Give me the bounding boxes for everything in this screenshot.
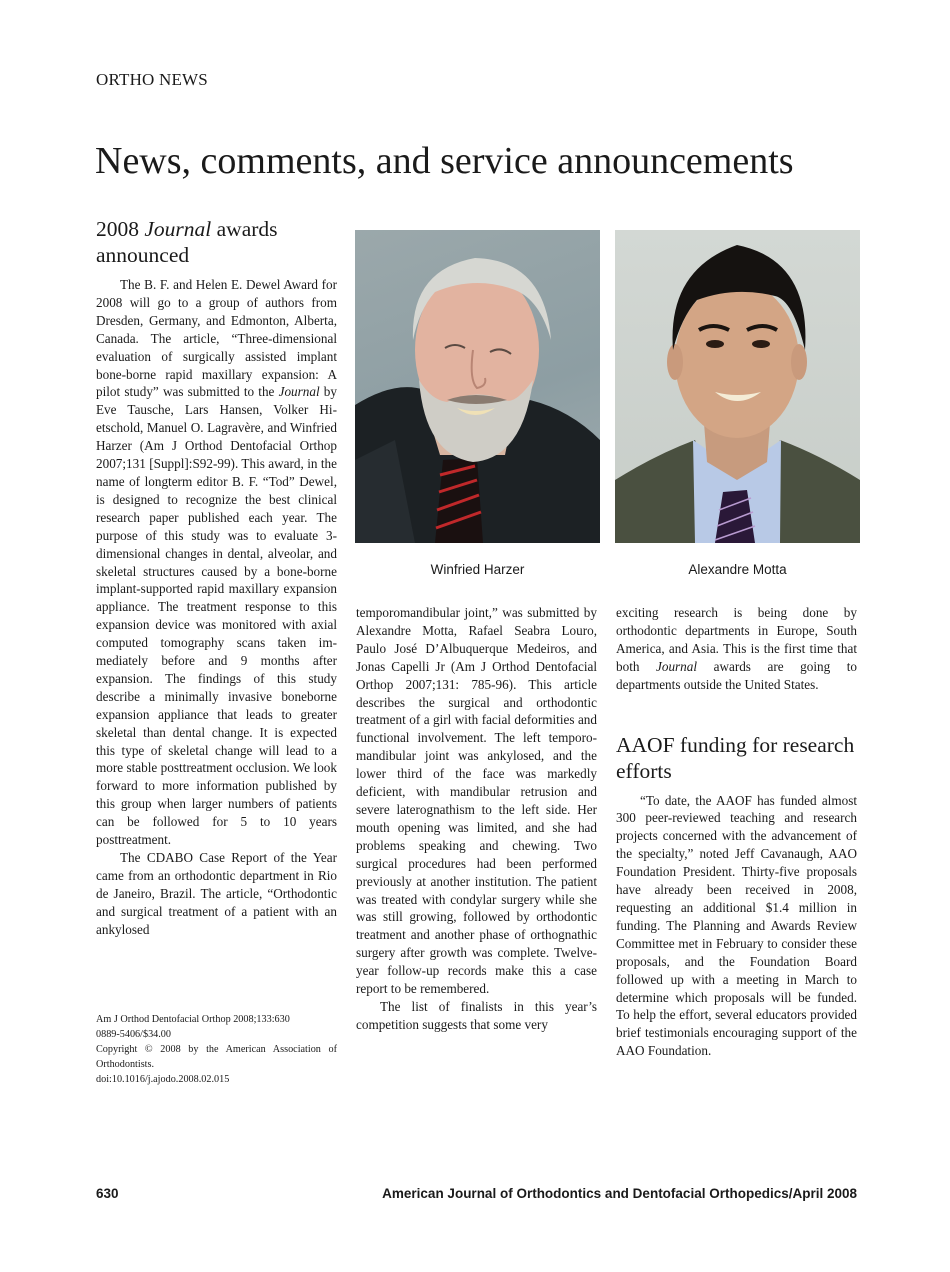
paragraph-text: The B. F. and Helen E. Dewel Award for 2008 will go to a group of authors from Dresden, Germany, and Edmonton, Alberta, Canada. The article, “Three-dimensional evaluation of surgically assisted implant bone-borne rapid maxillary expansion: A pilot study” was submitted to the: [96, 277, 337, 400]
column-3: [616, 604, 857, 1060]
paragraph-cdabo-report-continued: temporomandibular joint,” was submitted by Alexandre Motta, Rafael Seabra Louro, Paulo José D’Albuquerque Medeiros, and Jonas Capelli Jr (Am J Orthod Dentofacial Orthop 2007;131: 785-96). This article describes the surgical and orthodontic treatment of a girl with facial deformities and functional involvement. The left temporomandibular joint was ankylosed, and the lower third of the face was markedly deficient, with mandibular retrusion and severe laterognathism to the left side. Her mouth opening was limited, and she had problems speaking and chewing. Two surgical procedures had been performed previously at another institution. The patient was treated with condylar surgery while she was still growing, followed by orthodontic treatment and another phase of orthognathic surgery after growth was complete. Twelve-year follow-up records make this a case report to be remembered.: [356, 605, 597, 997]
heading-text: awards announced: [96, 217, 278, 267]
footnote-citation: Am J Orthod Dentofacial Orthop 2008;133:630: [96, 1014, 290, 1025]
heading-text: 2008: [96, 217, 145, 241]
portrait-icon: [355, 230, 600, 543]
heading-italic: Journal: [144, 217, 212, 241]
photo-caption-motta: Alexandre Motta: [688, 562, 787, 577]
footnote-issn: 0889-5406/$34.00: [96, 1029, 171, 1040]
journal-italic: Journal: [278, 384, 320, 400]
page-title: News, comments, and service announcements: [95, 140, 794, 182]
section-label: ORTHO NEWS: [96, 70, 208, 89]
column-1: [96, 216, 337, 939]
article-heading-aaof: AAOF funding for research efforts: [616, 732, 855, 783]
photo-caption-harzer: Winfried Harzer: [430, 562, 525, 577]
page-number: 630: [96, 1186, 119, 1201]
footnote-copyright: Copyright © 2008 by the American Association of Orthodontists.: [96, 1044, 337, 1070]
article-heading-awards: [96, 216, 337, 268]
journal-italic: Journal: [656, 658, 698, 674]
paragraph-aaof-funding: “To date, the AAOF has funded almost 300 peer-reviewed teaching and research projects concerned with the advancement of the specialty,” noted Jeff Cavanaugh, AAO Foundation President. Thirty-five proposals have already been received in 2008, requesting an additional $1.4 million in funding. The Planning and Awards Review Committee met in February to consider these proposals, and the Foundation Board followed up with a meeting in March to determine which proposals will be funded. To help the effort, several educators provided brief testimonials encouraging support of the AAO Foundation.: [616, 792, 857, 1059]
paragraph-text: exciting research is being done by orthodontic departments in Europe, South America, and Asia. This is the first time that both: [616, 605, 857, 674]
paragraph-finalists-continued: [616, 604, 857, 694]
paragraph-dewel-award: [96, 276, 337, 849]
column-2: [356, 604, 597, 1034]
portrait-icon: [615, 230, 860, 543]
footnote-doi: doi:10.1016/j.ajodo.2008.02.015: [96, 1074, 230, 1085]
footnote: [96, 1012, 337, 1087]
paragraph-cdabo-report: The CDABO Case Report of the Year came from an orthodontic department in Rio de Janeiro, Brazil. The article, “Orthodontic and surgical treatment of a patient with an ankylosed: [96, 850, 337, 937]
portrait-photo-harzer: [355, 230, 600, 543]
paragraph-text: awards are going to departments outside the United States.: [616, 658, 857, 692]
paragraph-text: by Eve Tausche, Lars Hansen, Volker Hietschold, Manuel O. Lagravère, and Winfried Harzer (Am J Orthod Dentofacial Orthop 2007;131 [Suppl]:S92-99). This award, in the name of longterm editor B. F. “Tod” Dewel, is designed to recognize the best clinical research paper published each year. The purpose of this study was to evaluate 3-dimensional changes in dental, alveolar, and skeletal structures caused by a bone-borne implant-supported rapid maxillary expansion appliance. The treatment response to this expansion device was monitored with axial computed tomography scans taken immediately before and 9 months after expansion. The findings of this study describe a minimally invasive boneborne expansion appliance that leads to greater skeletal than dental change. It is expected this type of skeletal change will lead to a more stable posttreatment occlusion. We look forward to more information published by this group when larger numbers of patients can be followed for 5 to 10 years posttreatment.: [96, 384, 337, 848]
portrait-photo-motta: [615, 230, 860, 543]
paragraph-finalists: The list of finalists in this year’s competition suggests that some very: [356, 998, 597, 1032]
journal-footer: American Journal of Orthodontics and Dentofacial Orthopedics/April 2008: [382, 1186, 857, 1201]
